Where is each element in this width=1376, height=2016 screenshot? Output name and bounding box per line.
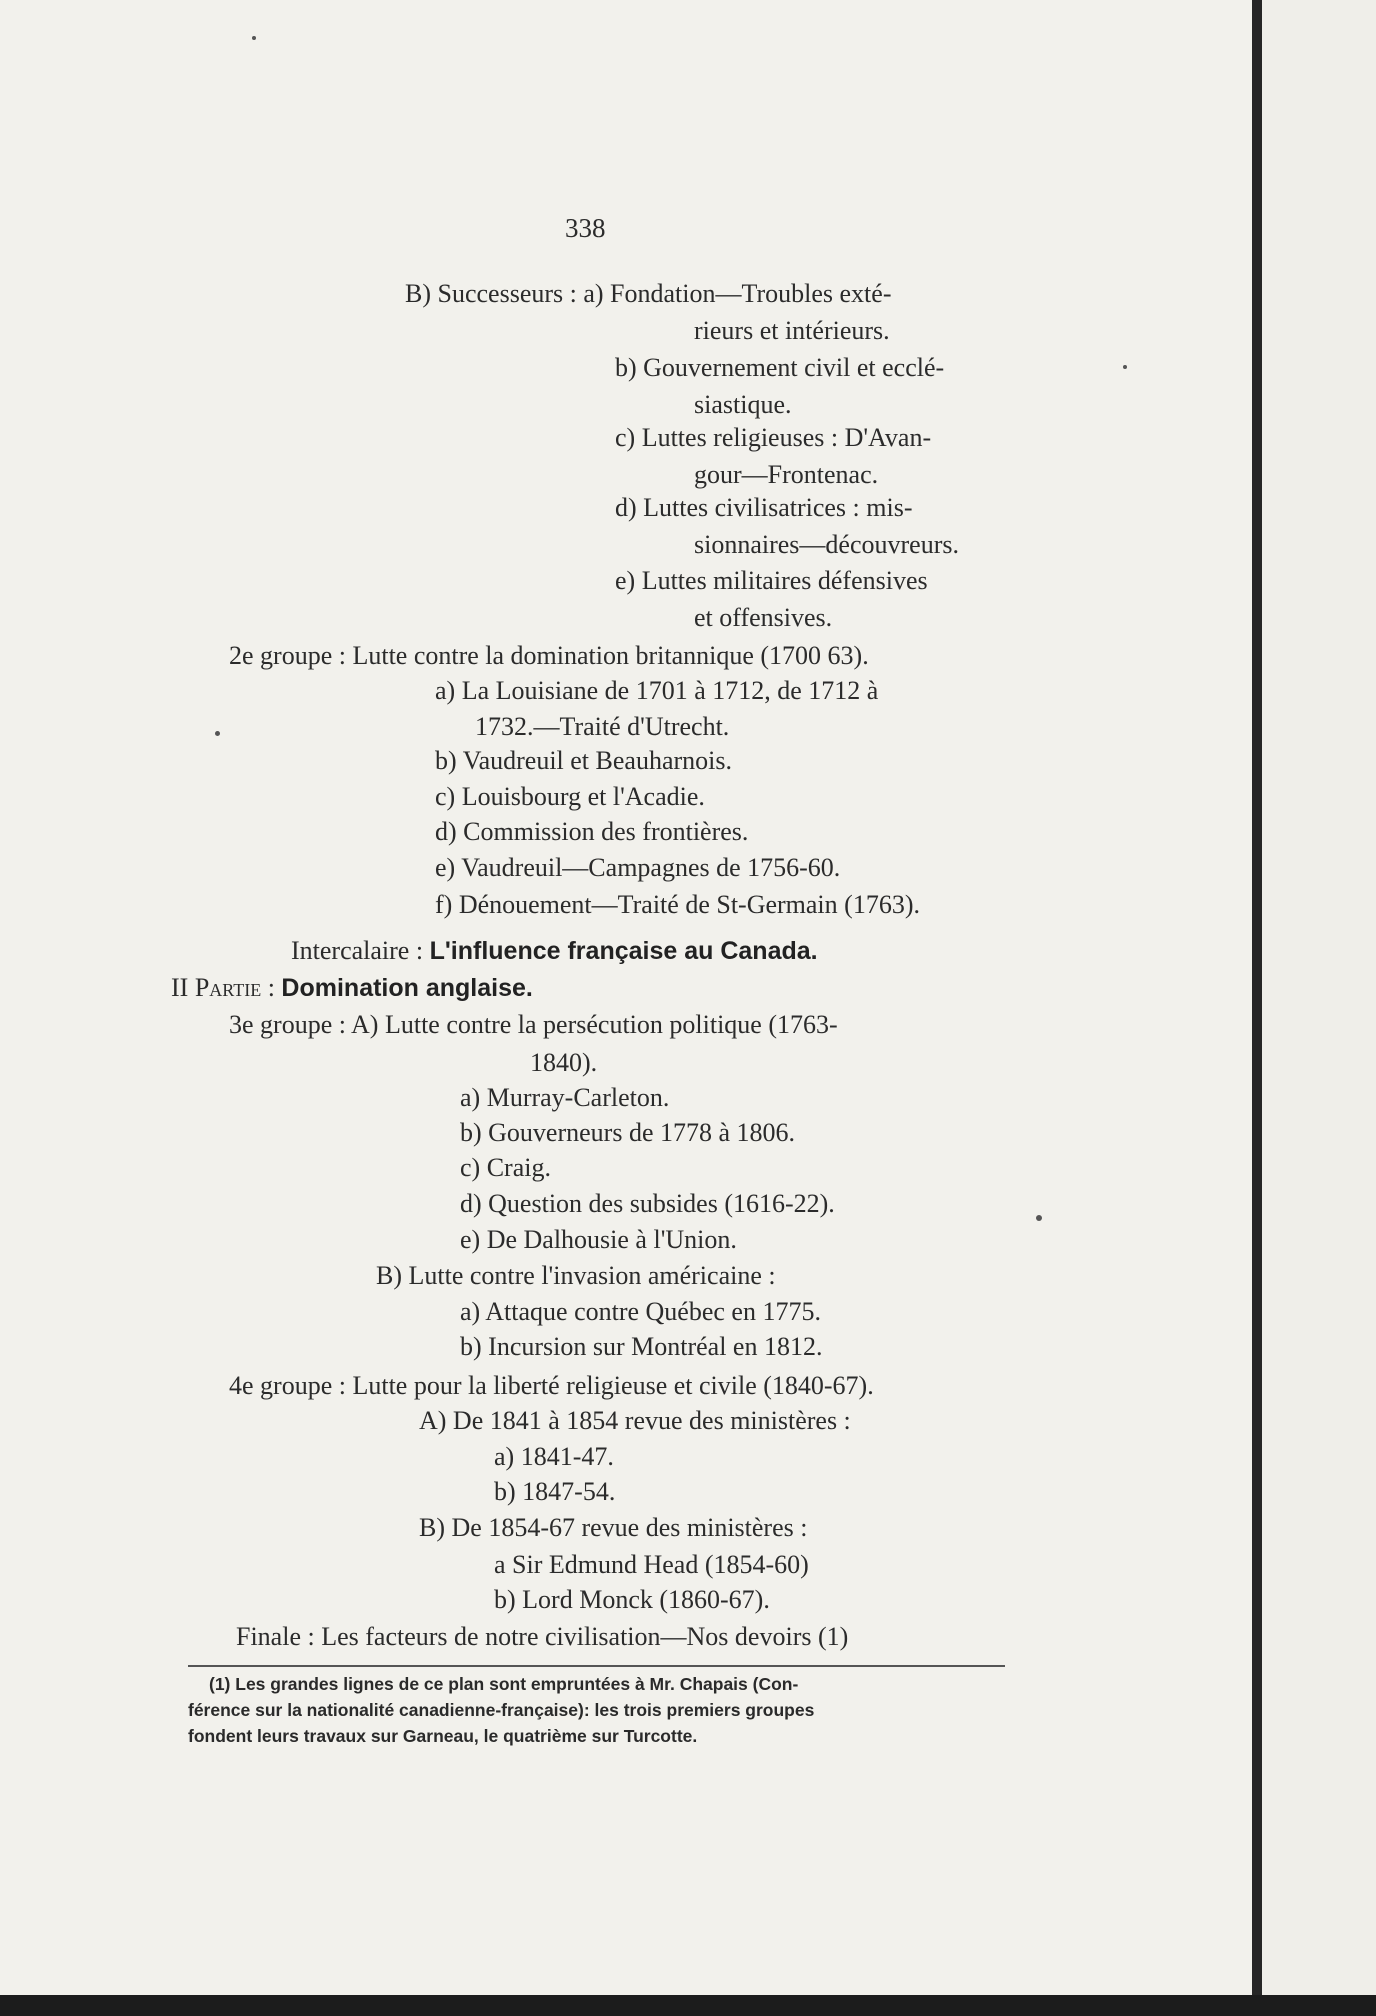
outline-line: f) Dénouement—Traité de St-Germain (1763). (435, 890, 920, 919)
paper-speck (252, 36, 256, 40)
intercalaire-label: Intercalaire : (291, 936, 424, 965)
outline-line: 2e groupe : Lutte contre la domination britannique (1700 63). (229, 641, 869, 670)
outline-line: d) Luttes civilisatrices : mis- (615, 493, 913, 522)
outline-line: a) Murray-Carleton. (460, 1083, 670, 1112)
outline-line: 1840). (530, 1048, 598, 1077)
outline-line: c) Louisbourg et l'Acadie. (435, 782, 705, 811)
partie-label: Partie : (194, 973, 275, 1002)
outline-line: a) Attaque contre Québec en 1775. (460, 1297, 821, 1326)
outline-line: rieurs et intérieurs. (694, 316, 890, 345)
outline-line: e) De Dalhousie à l'Union. (460, 1225, 737, 1254)
outline-line: B) Lutte contre l'invasion américaine : (376, 1261, 776, 1290)
intercalaire-title: L'influence française au Canada. (429, 937, 818, 965)
outline-line: b) Incursion sur Montréal en 1812. (460, 1332, 823, 1361)
footnote-rule (188, 1665, 1005, 1667)
outline-line: c) Craig. (460, 1153, 551, 1182)
outline-line: 3e groupe : A) Lutte contre la persécution politique (1763- (229, 1010, 838, 1039)
paper-speck (215, 731, 220, 736)
outline-line: 1732.—Traité d'Utrecht. (475, 712, 730, 741)
outline-line: e) Luttes militaires défensives (615, 566, 928, 595)
outline-line: b) Lord Monck (1860-67). (494, 1585, 770, 1614)
outline-line: d) Commission des frontières. (435, 817, 749, 846)
outline-line: e) Vaudreuil—Campagnes de 1756-60. (435, 853, 841, 882)
intercalaire-heading (291, 935, 818, 967)
outline-line: b) Gouvernement civil et ecclé- (615, 353, 945, 382)
finale-line: Finale : Les facteurs de notre civilisation—Nos devoirs (1) (236, 1622, 849, 1651)
outline-line: b) Gouverneurs de 1778 à 1806. (460, 1118, 796, 1147)
outline-line: gour—Frontenac. (694, 460, 879, 489)
outline-line: b) 1847-54. (494, 1477, 616, 1506)
paper-speck (1123, 365, 1127, 369)
page-number: 338 (565, 213, 606, 243)
outline-line: b) Vaudreuil et Beauharnois. (435, 746, 732, 775)
outline-line: A) De 1841 à 1854 revue des ministères : (419, 1406, 851, 1435)
outline-line: B) De 1854-67 revue des ministères : (419, 1513, 808, 1542)
outline-line: a Sir Edmund Head (1854-60) (494, 1550, 809, 1579)
outline-line: et offensives. (694, 603, 833, 632)
outline-line: a) La Louisiane de 1701 à 1712, de 1712 à (435, 676, 879, 705)
outline-line: a) 1841-47. (494, 1442, 614, 1471)
outline-line: d) Question des subsides (1616-22). (460, 1189, 835, 1218)
footnote-line: férence sur la nationalité canadienne-française): les trois premiers groupes (188, 1700, 815, 1720)
partie-heading (171, 972, 533, 1004)
adjacent-page-edge (1262, 0, 1376, 1995)
paper-speck (1036, 1215, 1042, 1221)
outline-line: siastique. (694, 390, 792, 419)
footnote-line: (1) Les grandes lignes de ce plan sont empruntées à Mr. Chapais (Con- (209, 1674, 799, 1694)
outline-line: c) Luttes religieuses : D'Avan- (615, 423, 932, 452)
outline-line: B) Successeurs : a) Fondation—Troubles exté- (405, 279, 892, 308)
outline-line: sionnaires—découvreurs. (694, 530, 959, 559)
partie-numeral: II (171, 973, 189, 1002)
outline-line: 4e groupe : Lutte pour la liberté religieuse et civile (1840-67). (229, 1371, 874, 1400)
partie-title: Domination anglaise. (281, 974, 533, 1002)
footnote-line: fondent leurs travaux sur Garneau, le quatrième sur Turcotte. (188, 1726, 698, 1746)
